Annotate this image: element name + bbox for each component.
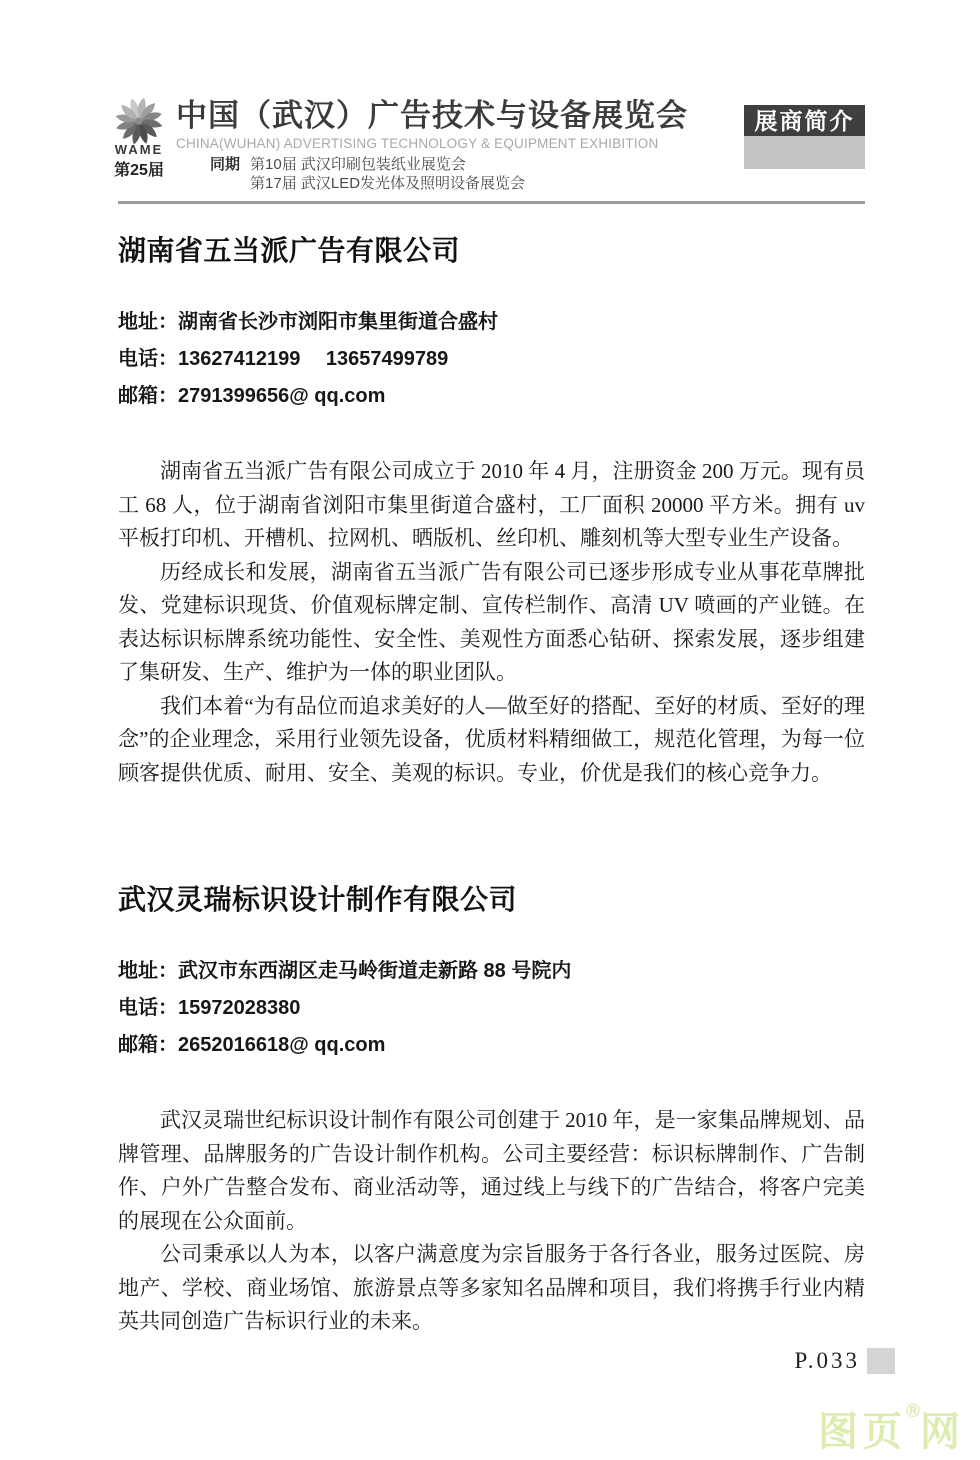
company-name: 武汉灵瑞标识设计制作有限公司 bbox=[118, 884, 518, 915]
email-label: 邮箱： bbox=[118, 385, 178, 407]
address-row bbox=[118, 304, 865, 341]
registered-trademark-icon: ® bbox=[906, 1401, 920, 1422]
contact-info bbox=[118, 953, 865, 1064]
concurrent-event-1: 第10届 武汉印刷包装纸业展览会 bbox=[250, 156, 466, 173]
wame-logo bbox=[106, 95, 172, 180]
description-paragraph: 公司秉承以人为本，以客户满意度为宗旨服务于各行各业，服务过医院、房地产、学校、商业场馆、旅游景点等多家知名品牌和项目，我们将携手行业内精英共同创造广告标识行业的未来。 bbox=[118, 1242, 865, 1333]
section-badge-label: 展商简介 bbox=[744, 105, 865, 136]
wame-pinwheel-icon bbox=[113, 95, 165, 147]
concurrent-event-2: 第17届 武汉LED发光体及照明设备展览会 bbox=[250, 175, 526, 192]
email-row bbox=[118, 378, 865, 415]
watermark bbox=[818, 1401, 964, 1454]
exhibition-header bbox=[114, 95, 865, 204]
address-label: 地址： bbox=[118, 311, 178, 333]
page-number: P.033 bbox=[794, 1348, 860, 1373]
company-description bbox=[118, 455, 865, 790]
phone-value: 13627412199 13657499789 bbox=[178, 348, 449, 370]
description-paragraph: 湖南省五当派广告有限公司成立于 2010 年 4 月，注册资金 200 万元。现有员工 68 人，位于湖南省浏阳市集里街道合盛村，工厂面积 20000 平方米。拥有 uv 平板打印机、开槽机、拉网机、晒版机、丝印机、雕刻机等大型专业生产设备。 bbox=[118, 459, 865, 550]
address-value: 武汉市东西湖区走马岭街道走新路 88 号院内 bbox=[178, 960, 572, 982]
wame-brand-text: WAME bbox=[114, 142, 164, 157]
phone-label: 电话： bbox=[118, 348, 178, 370]
company-description bbox=[118, 1104, 865, 1339]
address-row bbox=[118, 953, 865, 990]
address-label: 地址： bbox=[118, 960, 178, 982]
description-paragraph: 历经成长和发展，湖南省五当派广告有限公司已逐步形成专业从事花草牌批发、党建标识现货、价值观标牌定制、宣传栏制作、高清 UV 喷画的产业链。在表达标识标牌系统功能性、安全性、美观性方面悉心钻研、探索发展，逐步组建了集研发、生产、维护为一体的职业团队。 bbox=[118, 559, 865, 684]
exhibition-edition: 第25届 bbox=[114, 162, 164, 179]
description-paragraph: 武汉灵瑞世纪标识设计制作有限公司创建于 2010 年，是一家集品牌规划、品牌管理、品牌服务的广告设计制作机构。公司主要经营：标识标牌制作、广告制作、户外广告整合发布、商业活动等，通过线上与线下的广告结合，将客户完美的展现在公众面前。 bbox=[118, 1108, 865, 1233]
page-footer bbox=[795, 1348, 896, 1374]
contact-info bbox=[118, 304, 865, 415]
company-name: 湖南省五当派广告有限公司 bbox=[118, 235, 461, 266]
watermark-text-prefix: 图页 bbox=[818, 1410, 906, 1454]
phone-label: 电话： bbox=[118, 997, 178, 1019]
company-profile-2 bbox=[118, 884, 865, 1339]
email-value: 2652016618@ qq.com bbox=[178, 1034, 386, 1056]
exhibition-title-en: CHINA(WUHAN) ADVERTISING TECHNOLOGY & EQUIPMENT EXHIBITION bbox=[176, 136, 659, 151]
page-number-marker bbox=[867, 1348, 895, 1374]
section-badge-decoration bbox=[744, 136, 865, 169]
description-paragraph: 我们本着“为有品位而追求美好的人—做至好的搭配、至好的材质、至好的理念”的企业理念，采用行业领先设备，优质材料精细做工，规范化管理，为每一位顾客提供优质、耐用、安全、美观的标识。专业，价优是我们的核心竞争力。 bbox=[118, 693, 865, 785]
email-row bbox=[118, 1027, 865, 1064]
company-profile-1 bbox=[118, 235, 865, 790]
section-badge bbox=[744, 105, 865, 169]
email-label: 邮箱： bbox=[118, 1034, 178, 1056]
email-value: 2791399656@ qq.com bbox=[178, 385, 386, 407]
phone-row bbox=[118, 990, 865, 1027]
address-value: 湖南省长沙市浏阳市集里街道合盛村 bbox=[178, 311, 498, 333]
watermark-text-suffix: 网 bbox=[920, 1410, 964, 1454]
concurrent-label: 同期 bbox=[210, 156, 241, 173]
concurrent-spacer bbox=[210, 174, 240, 193]
exhibition-title: 中国（武汉）广告技术与设备展览会 bbox=[176, 98, 688, 133]
phone-row bbox=[118, 341, 865, 378]
phone-value: 15972028380 bbox=[178, 997, 301, 1019]
